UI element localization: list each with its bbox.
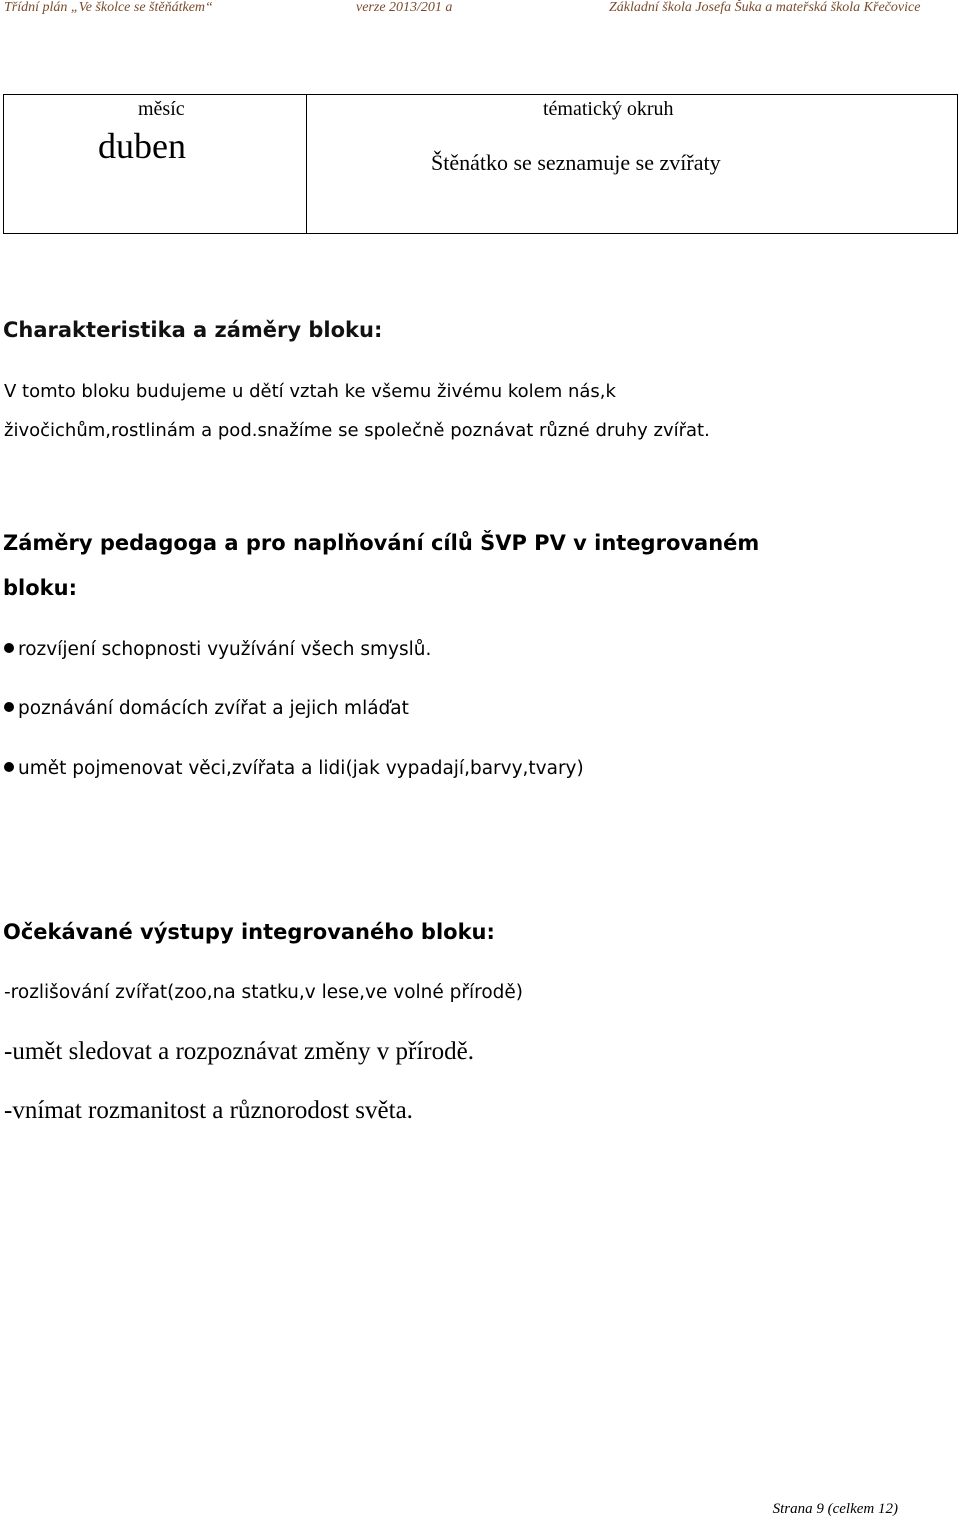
intention-bullet-text: poznávání domácích zvířat a jejich mláďat [18, 698, 409, 719]
characteristics-line-2: živočichům,rostlinám a pod.snažíme se společně poznávat různé druhy zvířat. [4, 420, 710, 441]
month-topic-table [3, 94, 958, 234]
intention-bullet-item [4, 758, 584, 779]
topic-cell [307, 95, 958, 234]
intention-bullet-text: rozvíjení schopnosti využívání všech smyslů. [18, 639, 432, 660]
header-version-text: verze 2013/201 a [356, 0, 453, 15]
characteristics-heading: Charakteristika a záměry bloku: [3, 318, 383, 342]
topic-label: tématický okruh [543, 98, 674, 120]
topic-value: Štěnátko se seznamuje se zvířaty [431, 150, 721, 175]
intention-bullet-text: umět pojmenovat věci,zvířata a lidi(jak vypadají,barvy,tvary) [18, 758, 584, 779]
intention-bullet-item [4, 639, 431, 660]
outcome-item: -umět sledovat a rozpoznávat změny v přírodě. [4, 1038, 474, 1065]
month-value: duben [98, 126, 186, 166]
outcome-item: -vnímat rozmanitost a různorodost světa. [4, 1097, 413, 1124]
intentions-heading-line-1: Záměry pedagoga a pro naplňování cílů ŠVP PV v integrovaném [3, 531, 760, 555]
month-label: měsíc [138, 98, 185, 120]
characteristics-line-1: V tomto bloku budujeme u dětí vztah ke všemu živému kolem nás,k [4, 381, 616, 402]
intentions-heading-line-2: bloku: [3, 576, 77, 600]
month-cell [4, 95, 307, 234]
bullet-icon [4, 643, 14, 653]
outcomes-heading: Očekávané výstupy integrovaného bloku: [3, 920, 495, 944]
outcome-item: -rozlišování zvířat(zoo,na statku,v lese,ve volné přírodě) [4, 982, 523, 1003]
header-left-text: Třídní plán „Ve školce se štěňátkem“ [4, 0, 213, 15]
bullet-icon [4, 762, 14, 772]
header-school-text: Základní škola Josefa Šuka a mateřská škola Křečovice [609, 0, 921, 15]
bullet-icon [4, 702, 14, 712]
page-number: Strana 9 (celkem 12) [772, 1501, 898, 1517]
intention-bullet-item [4, 698, 409, 719]
